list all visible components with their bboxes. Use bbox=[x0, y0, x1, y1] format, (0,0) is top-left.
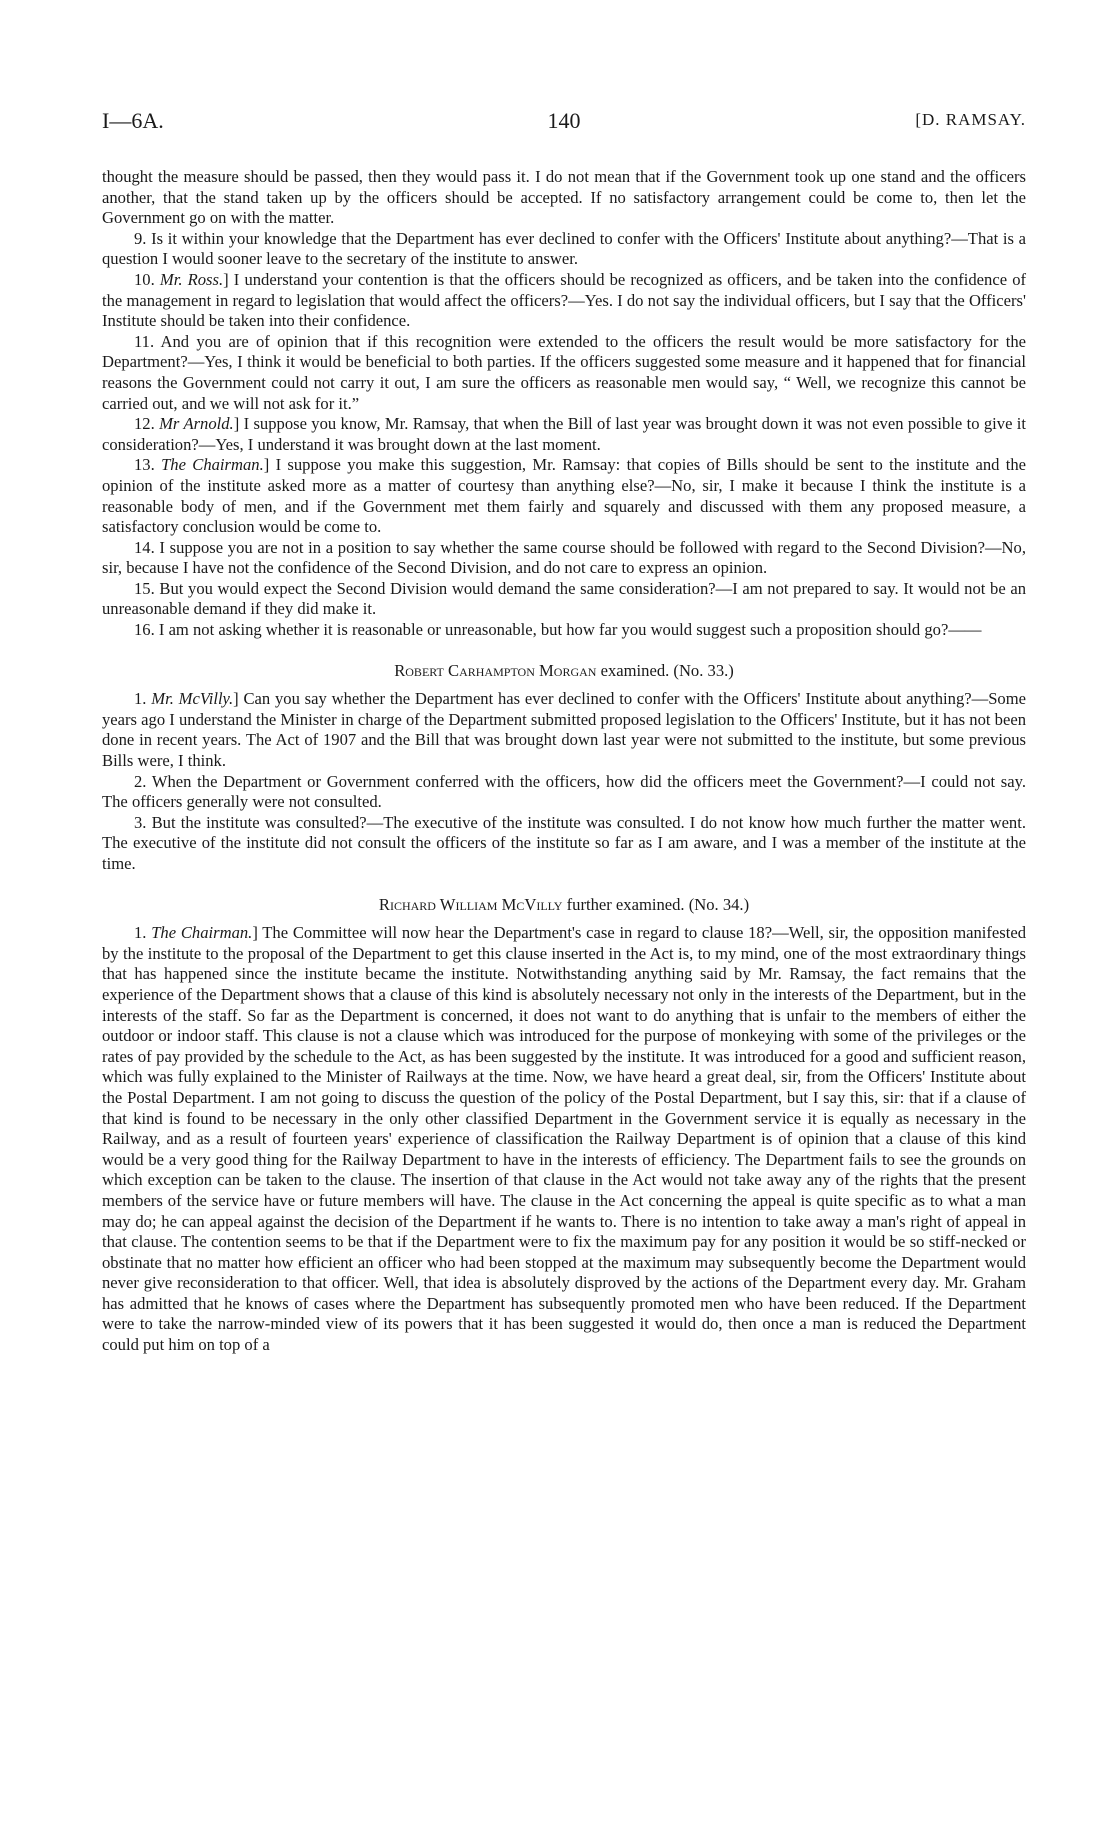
paragraph-q9: 9. Is it within your knowledge that the Department has ever declined to confer with the Officers' Institute about anything?—That is a question I would sooner leave to the secretary of the institute to answer. bbox=[102, 228, 1026, 269]
paragraph-q15: 15. But you would expect the Second Division would demand the same consideration?—I am not prepared to say. It would not be an unreasonable demand if they did make it. bbox=[102, 578, 1026, 619]
page-number: 140 bbox=[547, 108, 581, 133]
paragraph-q16: 16. I am not asking whether it is reasonable or unreasonable, but how far you would suggest such a proposition should go?—— bbox=[134, 620, 982, 640]
paragraph-mcvilly-q1: 1. The Chairman.] The Committee will now hear the Department's case in regard to clause 18?—Well, sir, the opposition manifested by the institute to the proposal of the Department to get this clause inserted in the Act is, to my mind, one of the most extraordinary things that has happened since the institute became the institute. Notwithstanding anything said by Mr. Ramsay, the fact remains that the experience of the Department shows that a clause of this kind is absolutely necessary not only in the interests of the Department, but in the interests of the staff. So far as the Department is concerned, it does not want to do anything that is unfair to the members of either the outdoor or indoor staff. This clause is not a clause which was introduced for the purpose of monkeying with some of the privileges or the rates of pay provided by the schedule to the Act, as has been suggested by the institute. It was introduced for a good and sufficient reason, which was fully explained to the Minister of Railways at the time. Now, we have heard a great deal, sir, from the Officers' Institute about the Postal Department. I am not going to discuss the question of the policy of the Postal Department, but I say this, sir: that if a clause of that kind is found to be necessary in the only other classified Department in the Government service it is equally as necessary in the Railway, and as a result of fourteen years' experience of classification the Railway Department is of opinion that a clause of this kind would be a very good thing for the Railway Department to have in the interests of efficiency. The Department fails to see the grounds on which exception can be taken to the clause. The insertion of that clause in the Act would not take away any of the rights that the present members of the service have or future members will have. The clause in the Act concerning the appeal is quite specific as to what a man may do; he can appeal against the decision of the Department if he wants to. There is no intention to take away a man's right of appeal in that clause. The contention seems to be that if the Department were to fix the maximum pay for any position it would be so stiff-necked or obstinate that no matter how efficient an officer who had been stopped at the maximum may subsequently become the Department would never give reconsideration to that officer. Well, that idea is absolutely disproved by the actions of the Department every day. Mr. Graham has admitted that he knows of cases where the Department has subsequently promoted men who have been reduced. If the Department were to take the narrow-minded view of its powers that it has been suggested it would do, then once a man is reduced the Department could put him on top of a bbox=[102, 923, 1026, 1355]
section-heading-mcvilly: Richard William McVilly further examined. (No. 34.) bbox=[378, 894, 750, 914]
paragraph-q14: 14. I suppose you are not in a position to say whether the same course should be followed with regard to the Second Division?—No, sir, because I have not the confidence of the Second Division, and do not care to express an opinion. bbox=[102, 537, 1026, 578]
speaker: Mr. Ross. bbox=[159, 269, 224, 289]
paragraph-morgan-q3: 3. But the institute was consulted?—The executive of the institute was consulted. I do not know how much further the matter went. The executive of the institute did not consult the officers of the institute so far as I am aware, and I was a member of the institute at the time. bbox=[102, 812, 1026, 873]
paragraph-continuation: thought the measure should be passed, then they would pass it. I do not mean that if the Government took up one stand and the officers another, that the stand taken up by the officers should be accepted. If no satisfactory arrangement could be come to, then let the Government go on with the matter. bbox=[102, 167, 1026, 228]
paragraph-q13: 13. The Chairman.] I suppose you make this suggestion, Mr. Ramsay: that copies of Bills should be sent to the institute and the opinion of the institute asked more as a matter of courtesy than anything else?—No, sir, I make it because I think the institute is a reasonable body of men, and if the Government met them fairly and squarely and discussed with them any proposed measure, a satisfactory conclusion would be come to. bbox=[102, 455, 1027, 537]
paragraph-q11: 11. And you are of opinion that if this recognition were extended to the officers the result would be more satisfactory for the Department?—Yes, I think it would be beneficial to both parties. If the officers suggested some measure and it happened that for financial reasons the Government could not carry it out, I am sure the officers as reasonable men would say, “ Well, we recognize this cannot be carried out, and we will not ask for it.” bbox=[102, 331, 1026, 413]
paragraph-q10: 10. Mr. Ross.] I understand your contention is that the officers should be recognized as officers, and be taken into the confidence of the management in regard to legislation that would affect the officers?—Yes. I do not say the individual officers, but I say that the Officers' Institute should be taken into their confidence. bbox=[102, 269, 1027, 331]
paragraph-morgan-q1: 1. Mr. McVilly.] Can you say whether the Department has ever declined to confer with the Officers' Institute about anything?—Some years ago I understand the Minister in charge of the Department submitted proposed legislation to the Officers' Institute, but it has not been done in recent years. The Act of 1907 and the Bill that was brought down last year were not submitted to the institute, but some previous Bills were, I think. bbox=[102, 689, 1026, 771]
header-reference: I—6A. bbox=[102, 108, 164, 133]
speaker: Mr. McVilly. bbox=[151, 689, 234, 709]
speaker: Mr Arnold. bbox=[159, 414, 234, 434]
header-witness: [D. RAMSAY. bbox=[915, 110, 1026, 129]
page-header bbox=[102, 108, 1026, 142]
section-heading-morgan: Robert Carhampton Morgan examined. (No. 33.) bbox=[394, 660, 734, 680]
speaker: The Chairman. bbox=[161, 455, 264, 475]
document-body bbox=[102, 167, 1026, 1356]
paragraph-morgan-q2: 2. When the Department or Government conferred with the officers, how did the officers meet the Government?—I could not say. The officers generally were not consulted. bbox=[102, 771, 1026, 812]
paragraph-q12: 12. Mr Arnold.] I suppose you know, Mr. Ramsay, that when the Bill of last year was brought down it was not even possible to give it consideration?—Yes, I understand it was brought down at the last moment. bbox=[102, 414, 1027, 454]
speaker: The Chairman. bbox=[151, 923, 253, 943]
